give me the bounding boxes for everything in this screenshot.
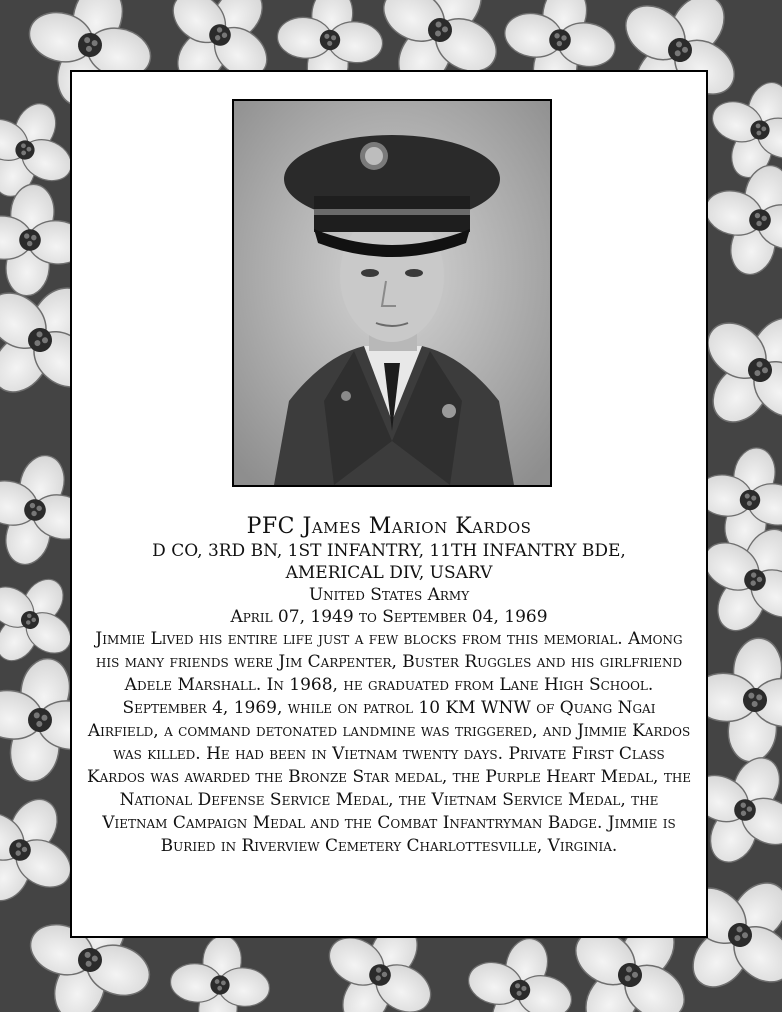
memorial-plaque	[70, 70, 708, 938]
life-dates: April 07, 1949 to September 04, 1969	[230, 607, 548, 627]
biography: Jimmie Lived his entire life just a few blocks from this memorial. Among his many friends were Jim Carpenter, Buster Ruggles and his girlfriend Adele Marshall. In 1968, he graduated from Lane High School. September 4, 1969, while on patrol 10 KM WNW of Quang Ngai Airfield, a command detonated landmine was triggered, and Jimmie Kardos was killed. He had been in Vietnam twenty days. Private First Class Kardos was awarded the Bronze Star medal, the Purple Heart Medal, the National Defense Service Medal, the Vietnam Service Medal, the Vietnam Campaign Medal and the Combat Infantryman Badge. Jimmie is Buried in Riverview Cemetery Charlottesville, Virginia.	[86, 629, 692, 856]
unit-line-1: D CO, 3RD BN, 1ST INFANTRY, 11TH INFANTRY BDE,	[152, 541, 626, 561]
memorial-text	[86, 514, 692, 858]
soldier-portrait	[232, 99, 552, 487]
unit-line-2: AMERICAL DIV, USARV	[285, 563, 493, 583]
service-branch: United States Army	[308, 585, 470, 605]
soldier-name: PFC James Marion Kardos	[246, 514, 532, 539]
